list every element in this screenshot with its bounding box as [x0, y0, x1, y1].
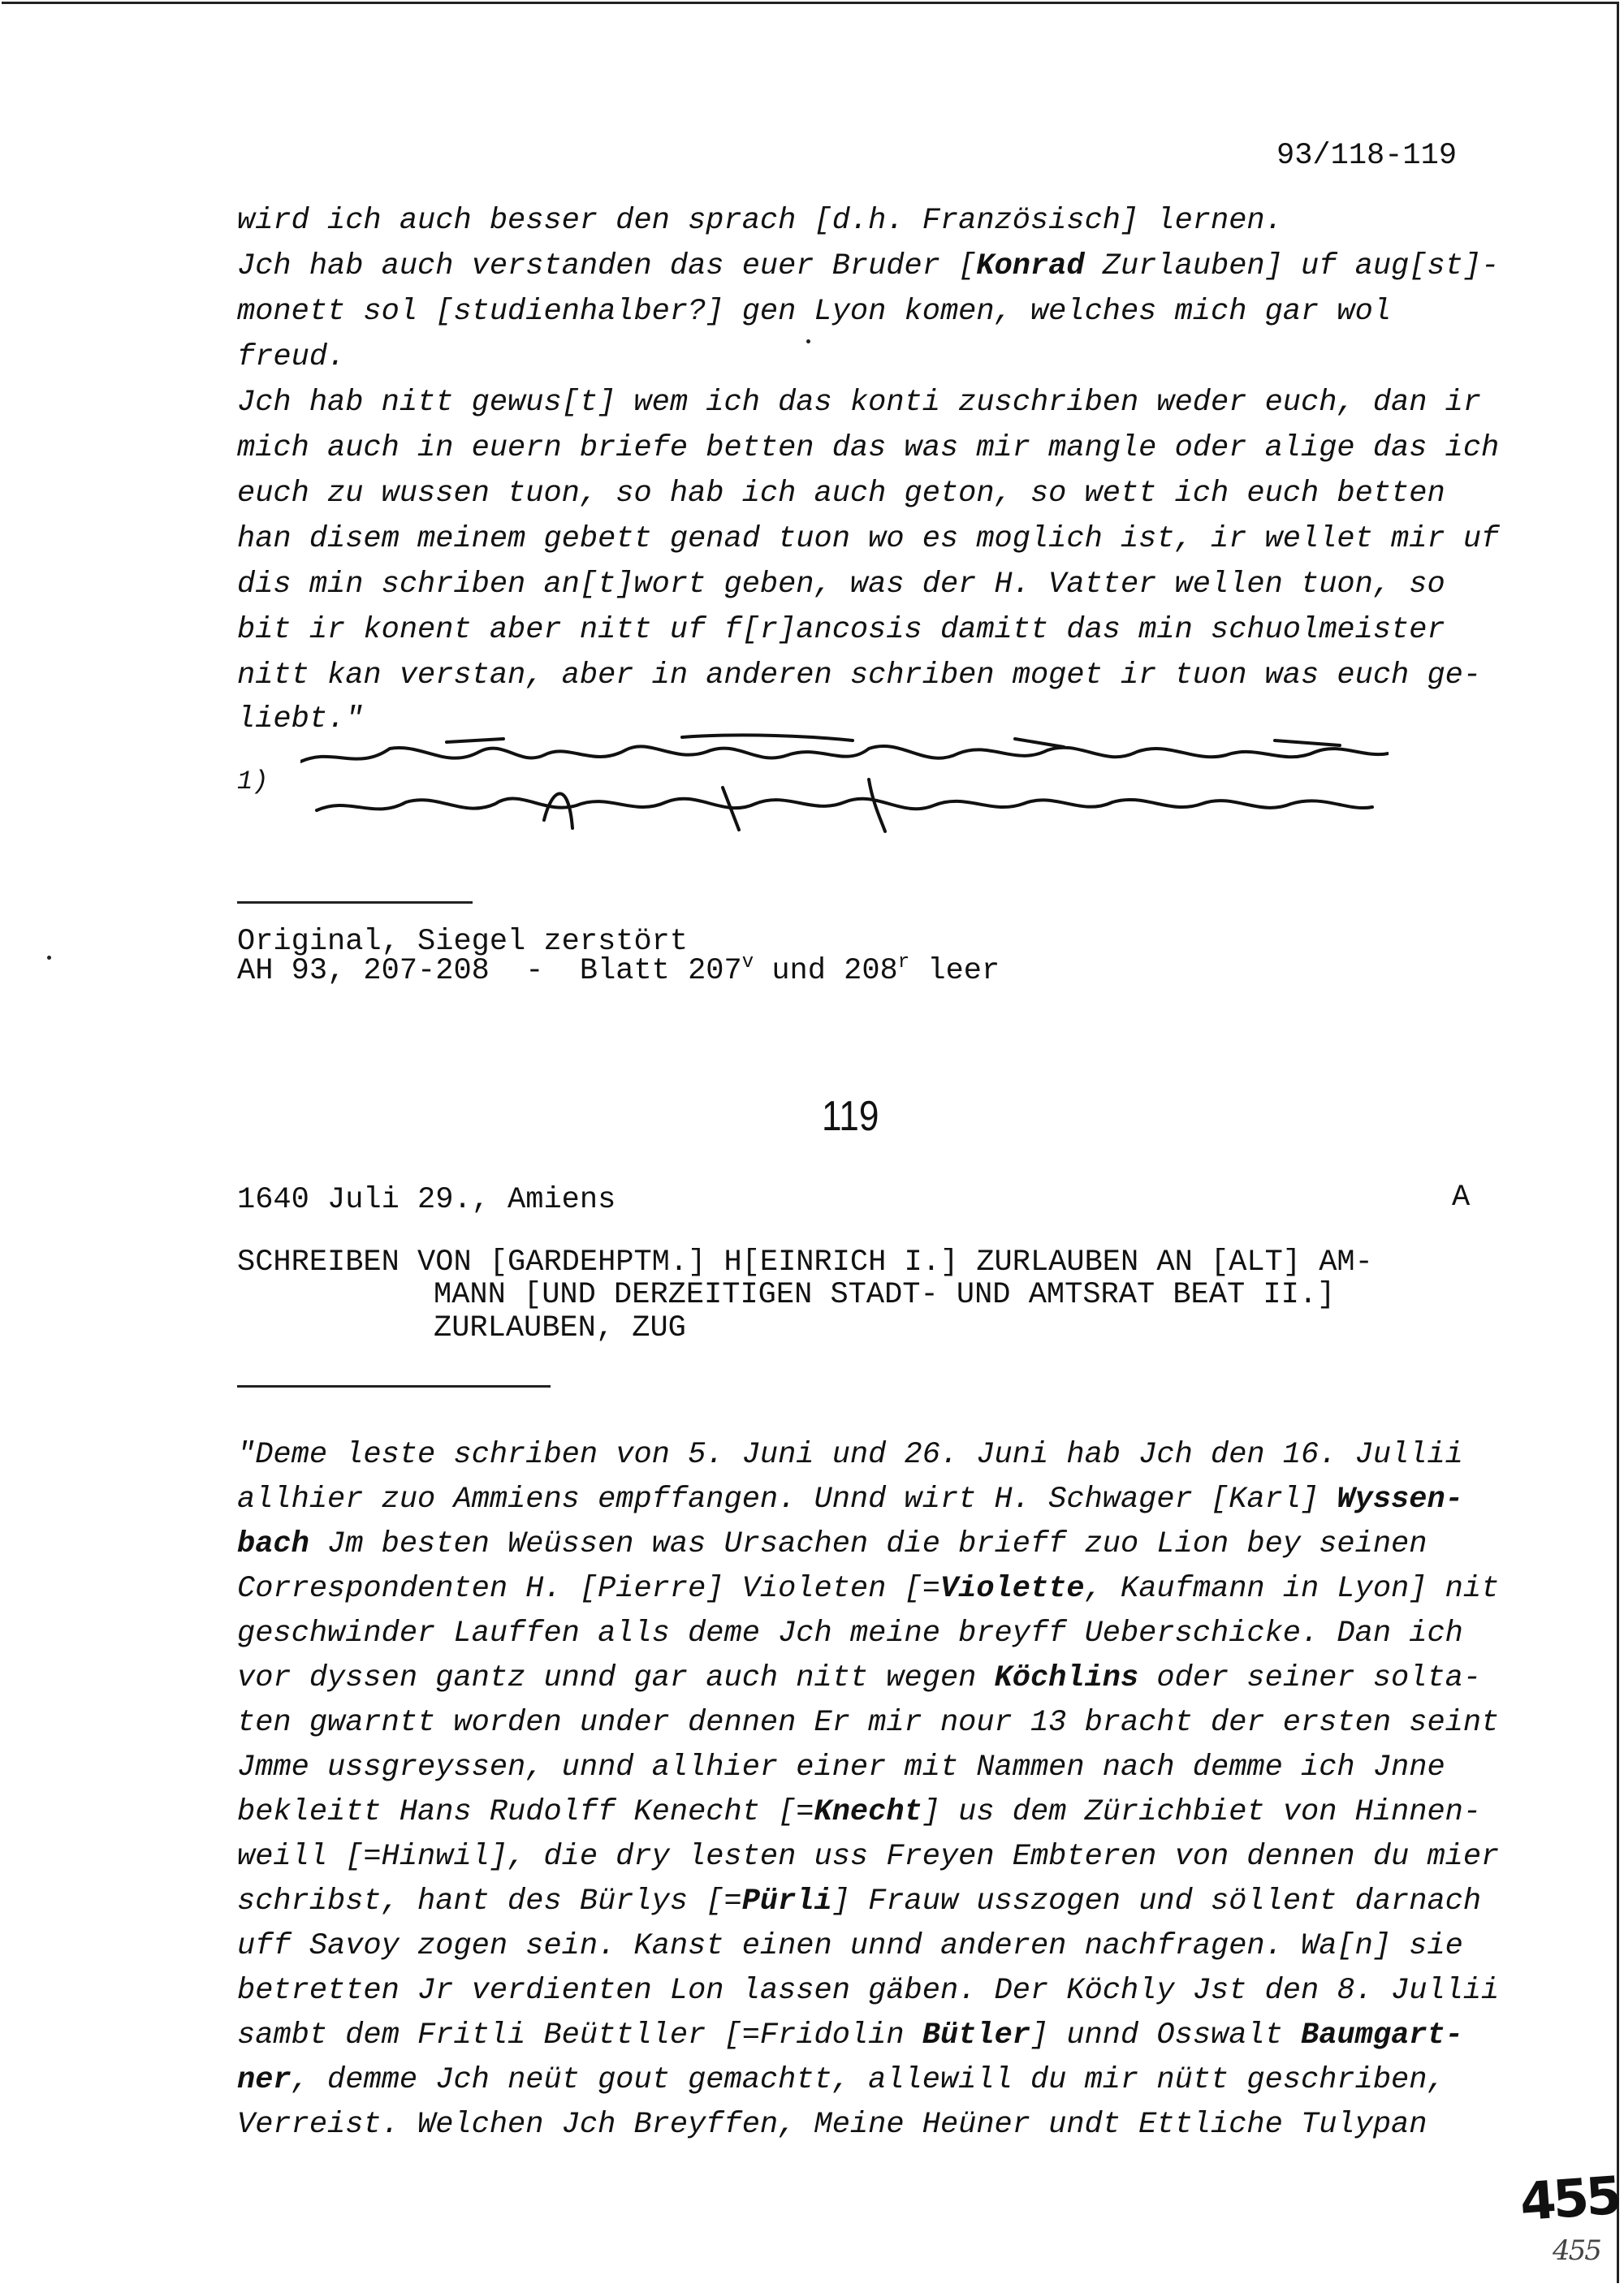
text-span: vor dyssen gantz unnd gar auch nitt wegen [237, 1661, 995, 1695]
archive-reference [237, 952, 1000, 988]
text-span: Zurlauben] uf aug[st]- [1084, 249, 1500, 283]
text-line [237, 2019, 1463, 2052]
name-bold: Knecht [814, 1795, 922, 1829]
text-span: Jm besten Weüssen was Ursachen die brieff zuo Lion bey seinen [309, 1527, 1427, 1561]
name-bold: ner [237, 2063, 292, 2097]
classification-letter: A [1452, 1181, 1471, 1215]
text-line: geschwinder Lauffen alls deme Jch meine breyff Ueberschicke. Dan ich [237, 1617, 1463, 1651]
text-line: "Deme leste schriben von 5. Juni und 26. Juni hab Jch den 16. Jullii [237, 1438, 1463, 1472]
text-span: oder seiner solta- [1138, 1661, 1482, 1695]
text-line: uff Savoy zogen sein. Kanst einen unnd anderen nachfragen. Wa[n] sie [237, 1929, 1463, 1963]
text-line: wird ich auch besser den sprach [d.h. Französisch] lernen. [237, 204, 1283, 238]
text-line [237, 1573, 1499, 1605]
text-span: , demme Jch neüt gout gemachtt, allewill du mir nütt geschriben, [291, 2063, 1445, 2097]
page-reference: 93/118-119 [1276, 139, 1458, 173]
text-line: nitt kan verstan, aber in anderen schriben moget ir tuon was euch ge- [237, 658, 1482, 693]
text-line: dis min schriben an[t]wort geben, was der H. Vatter wellen tuon, so [237, 568, 1445, 602]
text-span: sambt dem Fritli Beüttller [=Fridolin [237, 2018, 922, 2053]
text-line: freud. [237, 340, 346, 374]
name-bold: Wyssen- [1337, 1483, 1463, 1517]
text-line: monett sol [studienhalber?] gen Lyon komen, welches mich gar wol [237, 295, 1392, 329]
handwriting-facsimile-image [300, 731, 1389, 836]
source-note: Original, Siegel zerstört [237, 925, 689, 959]
name-bold: Violette [939, 1572, 1085, 1606]
document-title-line: SCHREIBEN VON [GARDEHPTM.] H[EINRICH I.] ZURLAUBEN AN [ALT] AM- [237, 1245, 1373, 1280]
text-span: leer [909, 954, 1000, 988]
divider [237, 901, 473, 904]
text-line: weill [=Hinwil], die dry lesten uss Freyen Embteren von dennen du mier [237, 1840, 1500, 1874]
text-line [237, 250, 1499, 283]
date-place: 1640 Juli 29., Amiens [237, 1183, 616, 1217]
name-bold: Köchlins [994, 1661, 1139, 1695]
text-span: ] Frauw usszogen und söllent darnach [831, 1884, 1482, 1919]
text-span: Jch hab auch verstanden das euer Bruder [ [237, 249, 977, 283]
text-line: Jch hab nitt gewus[t] wem ich das konti zuschriben weder euch, dan ir [237, 386, 1482, 420]
name-bold: Pürli [741, 1884, 832, 1919]
text-span: bekleitt Hans Rudolff Kenecht [= [237, 1795, 814, 1829]
text-line [237, 1483, 1463, 1516]
text-span: , Kaufmann in Lyon] nit [1084, 1572, 1500, 1606]
name-bold: Baumgart- [1301, 2018, 1463, 2053]
text-span: ] us dem Zürichbiet von Hinnen- [922, 1795, 1482, 1829]
text-span: AH 93, 207-208 - Blatt 207 [237, 954, 742, 988]
footnote-number: 1) [237, 766, 269, 796]
text-line [237, 2064, 1445, 2096]
superscript: v [741, 952, 754, 973]
ink-speck [47, 956, 51, 960]
handwritten-page-number: 455 [1518, 2165, 1622, 2234]
text-line: han disem meinem gebett genad tuon wo es moglich ist, ir wellet mir uf [237, 522, 1500, 556]
text-line [237, 1528, 1427, 1561]
text-line: ten gwarntt worden under dennen Er mir nour 13 bracht der ersten seint [237, 1706, 1500, 1740]
document-title-line: ZURLAUBEN, ZUG [434, 1311, 686, 1345]
text-span: ] unnd Osswalt [1030, 2018, 1302, 2053]
text-line: Jmme ussgreyssen, unnd allhier einer mit Nammen nach demme ich Jnne [237, 1751, 1445, 1785]
text-span: allhier zuo Ammiens empffangen. Unnd wirt H. Schwager [Karl] [237, 1483, 1337, 1517]
divider [237, 1385, 551, 1388]
text-line: Verreist. Welchen Jch Breyffen, Meine Heüner undt Ettliche Tulypan [237, 2108, 1427, 2142]
text-line: betretten Jr verdienten Lon lassen gäben. Der Köchly Jst den 8. Jullii [237, 1974, 1500, 2008]
text-line: mich auch in euern briefe betten das was mir mangle oder alige das ich [237, 431, 1500, 465]
document-title-line: MANN [UND DERZEITIGEN STADT- UND AMTSRAT BEAT II.] [434, 1278, 1336, 1312]
text-line [237, 1885, 1481, 1918]
name-bold: Bütler [922, 2018, 1030, 2053]
handwritten-page-number-pencil: 455 [1553, 2234, 1600, 2267]
document-number: 119 [822, 1093, 879, 1140]
text-line [237, 1796, 1481, 1828]
text-span: schribst, hant des Bürlys [= [237, 1884, 742, 1919]
name-bold: bach [237, 1527, 309, 1561]
text-span: und 208 [754, 954, 898, 988]
text-line [237, 1662, 1481, 1694]
text-line: liebt." [237, 702, 364, 736]
text-line: bit ir konent aber nitt uf f[r]ancosis damitt das min schuolmeister [237, 613, 1445, 647]
text-span: Correspondenten H. [Pierre] Violeten [= [237, 1572, 940, 1606]
ink-speck [806, 339, 810, 343]
name-bold: Konrad [976, 249, 1085, 283]
text-line: euch zu wussen tuon, so hab ich auch geton, so wett ich euch betten [237, 477, 1445, 511]
superscript: r [897, 952, 910, 973]
